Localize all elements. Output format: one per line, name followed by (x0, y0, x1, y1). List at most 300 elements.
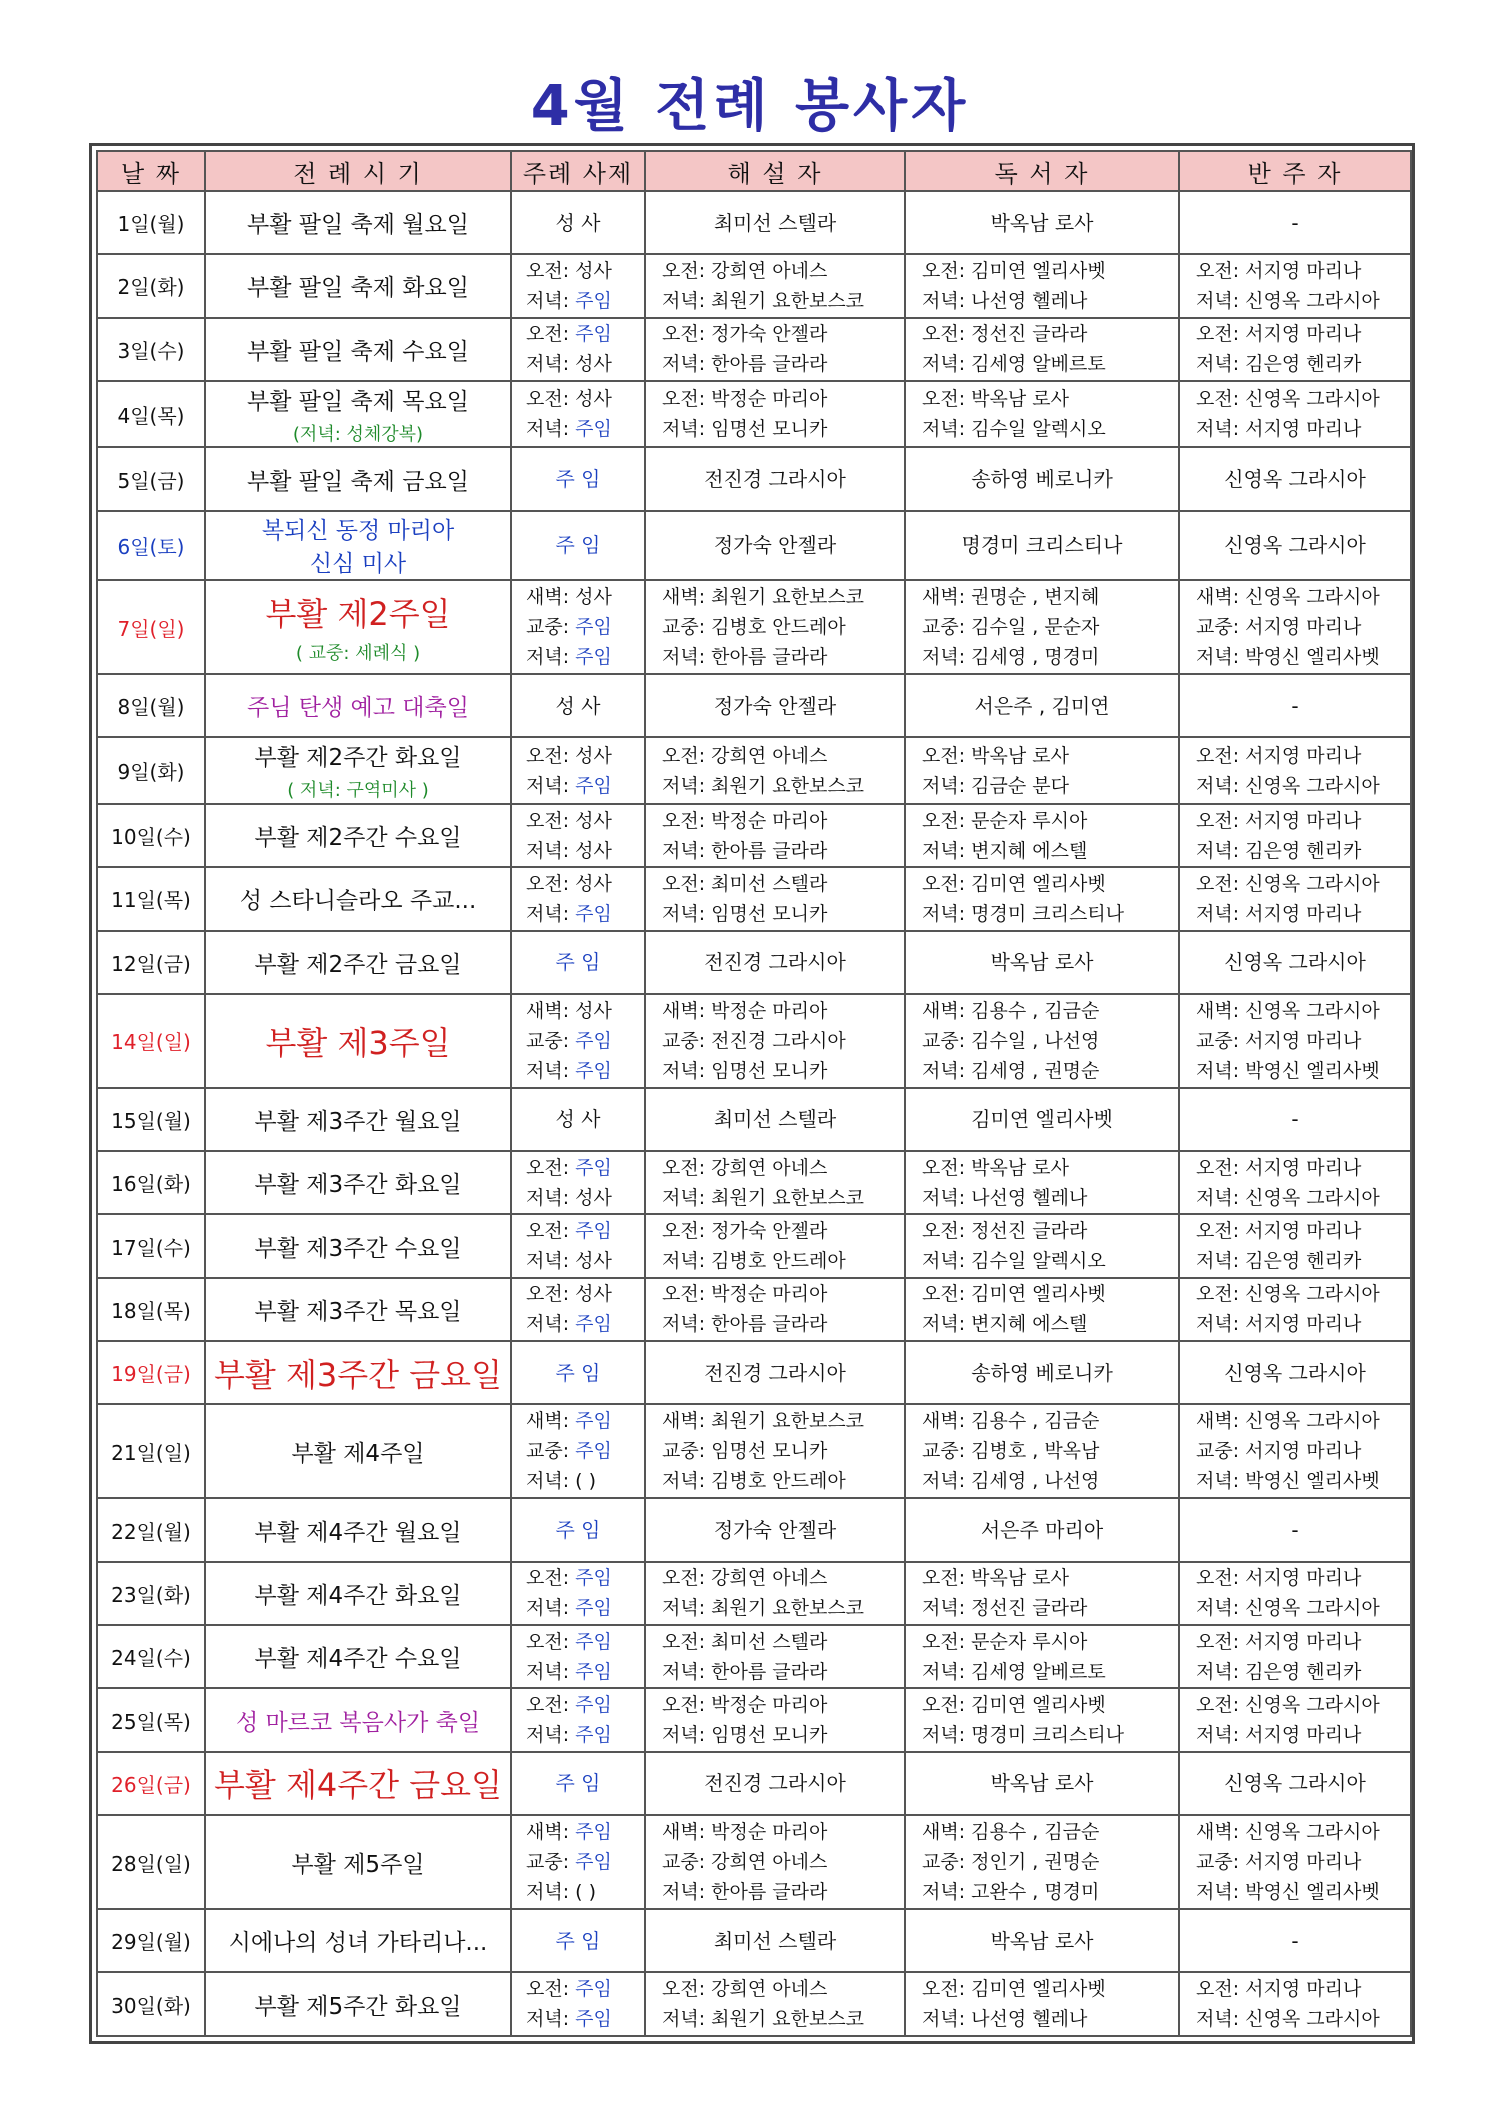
priest-cell (511, 994, 645, 1088)
accompanist-cell (1179, 1562, 1411, 1625)
header-priest: 주례 사제 (511, 151, 645, 191)
accompanist-cell (1179, 1341, 1411, 1404)
reader-line: 박옥남 로사 (990, 210, 1094, 235)
priest-cell (511, 447, 645, 510)
commentator-cell (645, 804, 905, 867)
commentator-line: 저녁: 최원기 요한보스코 (662, 1186, 865, 1209)
reader-cell (905, 804, 1179, 867)
priest-cell (511, 381, 645, 447)
liturgy-title: 부활 제2주간 화요일 (254, 745, 462, 772)
liturgy-cell (205, 1562, 511, 1625)
reader-line: 교중: 김병호 , 박옥남 (922, 1440, 1100, 1463)
reader-line: 오전: 김미연 엘리사벳 (922, 259, 1106, 282)
reader-cell (905, 1341, 1179, 1404)
liturgy-cell (205, 1815, 511, 1909)
commentator-line: 오전: 정가숙 안젤라 (662, 323, 828, 346)
commentator-line: 저녁: 최원기 요한보스코 (662, 774, 865, 797)
table-row (97, 674, 1411, 737)
accompanist-line: 저녁: 박영신 엘리사벳 (1196, 1470, 1380, 1493)
priest-cell (511, 580, 645, 674)
priest-line: 오전: 성사 (526, 744, 612, 767)
commentator-line: 저녁: 한아름 글라라 (662, 839, 828, 862)
date-cell: 9일(화) (97, 737, 205, 803)
priest-line: 주 임 (555, 1518, 601, 1543)
liturgy-cell (205, 1498, 511, 1561)
commentator-line: 저녁: 한아름 글라라 (662, 1660, 828, 1683)
date-cell: 23일(화) (97, 1562, 205, 1625)
commentator-cell (645, 580, 905, 674)
liturgy-title: 부활 제4주일 (291, 1440, 425, 1467)
priest-line: 저녁: 주임 (526, 2008, 612, 2031)
table-row (97, 1088, 1411, 1151)
accompanist-line: 새벽: 신영옥 그라시아 (1196, 1821, 1380, 1844)
accompanist-line: 저녁: 서지영 마리나 (1196, 418, 1362, 441)
table-row (97, 1909, 1411, 1972)
priest-line: 주 임 (555, 1360, 601, 1385)
priest-line: 저녁: 성사 (526, 839, 612, 862)
commentator-line: 오전: 강희연 아네스 (662, 259, 828, 282)
reader-line: 교중: 김수일 , 나선영 (922, 1029, 1100, 1052)
table-row (97, 1562, 1411, 1625)
accompanist-line: - (1291, 1518, 1299, 1543)
priest-line: 새벽: 성사 (526, 999, 612, 1022)
priest-line: 오전: 성사 (526, 872, 612, 895)
commentator-cell (645, 1088, 905, 1151)
priest-line: 교중: 주임 (526, 1029, 612, 1052)
liturgy-cell (205, 1688, 511, 1751)
table-row (97, 580, 1411, 674)
liturgy-title: 복되신 동정 마리아 (261, 518, 455, 545)
priest-cell (511, 1815, 645, 1909)
table-row (97, 1278, 1411, 1341)
commentator-line: 새벽: 박정순 마리아 (662, 999, 828, 1022)
commentator-line: 저녁: 최원기 요한보스코 (662, 2008, 865, 2031)
table-row (97, 511, 1411, 580)
commentator-line: 저녁: 최원기 요한보스코 (662, 289, 865, 312)
accompanist-line: 저녁: 신영옥 그라시아 (1196, 289, 1380, 312)
reader-cell (905, 254, 1179, 317)
commentator-line: 전진경 그라시아 (704, 467, 846, 492)
date-cell: 16일(화) (97, 1151, 205, 1214)
liturgy-title: 성 스타니슬라오 주교... (239, 888, 477, 915)
date-cell: 18일(목) (97, 1278, 205, 1341)
accompanist-line: 신영옥 그라시아 (1224, 1771, 1366, 1796)
date-cell: 21일(일) (97, 1404, 205, 1498)
accompanist-line: 신영옥 그라시아 (1224, 950, 1366, 975)
reader-line: 새벽: 권명순 , 변지혜 (922, 586, 1100, 609)
header-date: 날 짜 (97, 151, 205, 191)
liturgy-cell (205, 1341, 511, 1404)
priest-line: 새벽: 주임 (526, 1821, 612, 1844)
priest-line: 오전: 성사 (526, 809, 612, 832)
commentator-cell (645, 737, 905, 803)
accompanist-cell (1179, 318, 1411, 381)
commentator-cell (645, 318, 905, 381)
schedule-table (96, 150, 1412, 2037)
priest-line: 새벽: 주임 (526, 1410, 612, 1433)
reader-line: 저녁: 김금순 분다 (922, 774, 1069, 797)
reader-line: 오전: 김미연 엘리사벳 (922, 1283, 1106, 1306)
reader-line: 저녁: 명경미 크리스티나 (922, 902, 1125, 925)
table-row (97, 1498, 1411, 1561)
priest-line: 주 임 (555, 533, 601, 558)
accompanist-cell (1179, 1625, 1411, 1688)
reader-line: 저녁: 김세영 알베르토 (922, 1660, 1106, 1683)
priest-cell (511, 1498, 645, 1561)
accompanist-cell (1179, 1498, 1411, 1561)
reader-line: 저녁: 고완수 , 명경미 (922, 1881, 1100, 1904)
date-cell: 25일(목) (97, 1688, 205, 1751)
date-cell: 22일(월) (97, 1498, 205, 1561)
table-row (97, 1341, 1411, 1404)
reader-line: 오전: 박옥남 로사 (922, 1567, 1069, 1590)
table-row (97, 1214, 1411, 1277)
priest-cell (511, 1688, 645, 1751)
commentator-cell (645, 254, 905, 317)
priest-line: 오전: 주임 (526, 1630, 612, 1653)
liturgy-title: 부활 팔일 축제 목요일 (247, 388, 469, 415)
accompanist-line: 오전: 서지영 마리나 (1196, 1978, 1362, 2001)
priest-line: 주 임 (555, 950, 601, 975)
table-row (97, 1815, 1411, 1909)
priest-line: 교중: 주임 (526, 616, 612, 639)
priest-cell (511, 318, 645, 381)
date-cell: 2일(화) (97, 254, 205, 317)
table-row (97, 191, 1411, 254)
priest-line: 저녁: 주임 (526, 774, 612, 797)
header-liturgy: 전 례 시 기 (205, 151, 511, 191)
accompanist-cell (1179, 931, 1411, 994)
accompanist-cell (1179, 381, 1411, 447)
accompanist-line: 오전: 신영옥 그라시아 (1196, 1283, 1380, 1306)
date-cell: 19일(금) (97, 1341, 205, 1404)
liturgy-title: 부활 제5주간 화요일 (254, 1993, 462, 2020)
accompanist-line: 저녁: 서지영 마리나 (1196, 1724, 1362, 1747)
date-cell: 28일(일) (97, 1815, 205, 1909)
table-row (97, 1404, 1411, 1498)
liturgy-title: 부활 팔일 축제 수요일 (247, 338, 469, 365)
priest-cell (511, 1909, 645, 1972)
priest-line: 오전: 주임 (526, 1220, 612, 1243)
priest-line: 오전: 주임 (526, 1156, 612, 1179)
accompanist-line: 오전: 서지영 마리나 (1196, 1630, 1362, 1653)
commentator-line: 오전: 강희연 아네스 (662, 1978, 828, 2001)
reader-cell (905, 931, 1179, 994)
accompanist-line: 저녁: 신영옥 그라시아 (1196, 1186, 1380, 1209)
commentator-line: 정가숙 안젤라 (713, 533, 837, 558)
reader-cell (905, 1688, 1179, 1751)
liturgy-title: 부활 제5주일 (291, 1851, 425, 1878)
liturgy-title: 부활 제3주간 화요일 (254, 1172, 462, 1199)
commentator-cell (645, 1404, 905, 1498)
date-cell: 17일(수) (97, 1214, 205, 1277)
accompanist-line: 오전: 서지영 마리나 (1196, 744, 1362, 767)
reader-cell (905, 1088, 1179, 1151)
commentator-line: 교중: 임명선 모니카 (662, 1440, 828, 1463)
liturgy-cell (205, 804, 511, 867)
accompanist-line: 오전: 서지영 마리나 (1196, 259, 1362, 282)
date-cell: 7일(일) (97, 580, 205, 674)
priest-cell (511, 1151, 645, 1214)
accompanist-cell (1179, 1151, 1411, 1214)
liturgy-cell (205, 1972, 511, 2036)
reader-cell (905, 1625, 1179, 1688)
liturgy-cell (205, 1625, 511, 1688)
liturgy-title: 부활 팔일 축제 금요일 (247, 468, 469, 495)
reader-cell (905, 318, 1179, 381)
priest-line: 저녁: 성사 (526, 1186, 612, 1209)
commentator-line: 새벽: 최원기 요한보스코 (662, 586, 865, 609)
reader-cell (905, 1278, 1179, 1341)
accompanist-line: - (1291, 693, 1299, 718)
commentator-line: 전진경 그라시아 (704, 1360, 846, 1385)
liturgy-cell (205, 580, 511, 674)
accompanist-cell (1179, 1815, 1411, 1909)
reader-line: 서은주 , 김미연 (974, 693, 1110, 718)
commentator-line: 오전: 최미선 스텔라 (662, 872, 828, 895)
reader-cell (905, 994, 1179, 1088)
commentator-cell (645, 1815, 905, 1909)
liturgy-cell (205, 447, 511, 510)
date-cell: 24일(수) (97, 1625, 205, 1688)
accompanist-line: 저녁: 박영신 엘리사벳 (1196, 1881, 1380, 1904)
reader-cell (905, 447, 1179, 510)
commentator-line: 최미선 스텔라 (713, 1928, 837, 1953)
reader-cell (905, 1214, 1179, 1277)
accompanist-line: 저녁: 박영신 엘리사벳 (1196, 646, 1380, 669)
priest-cell (511, 1625, 645, 1688)
accompanist-line: 저녁: 김은영 헨리카 (1196, 353, 1362, 376)
table-row (97, 1625, 1411, 1688)
liturgy-title: 부활 팔일 축제 월요일 (247, 212, 469, 239)
accompanist-line: 새벽: 신영옥 그라시아 (1196, 586, 1380, 609)
reader-line: 저녁: 정선진 글라라 (922, 1597, 1088, 1620)
commentator-line: 새벽: 최원기 요한보스코 (662, 1410, 865, 1433)
priest-line: 저녁: 주임 (526, 646, 612, 669)
accompanist-line: 저녁: 서지영 마리나 (1196, 1313, 1362, 1336)
reader-cell (905, 381, 1179, 447)
header-reader: 독 서 자 (905, 151, 1179, 191)
reader-line: 오전: 김미연 엘리사벳 (922, 1978, 1106, 2001)
liturgy-cell (205, 1088, 511, 1151)
table-row (97, 318, 1411, 381)
reader-line: 명경미 크리스티나 (961, 533, 1123, 558)
liturgy-cell (205, 318, 511, 381)
reader-cell (905, 867, 1179, 930)
commentator-cell (645, 1214, 905, 1277)
table-row (97, 994, 1411, 1088)
priest-line: 저녁: 주임 (526, 418, 612, 441)
commentator-cell (645, 994, 905, 1088)
priest-cell (511, 254, 645, 317)
liturgy-note: (저녁: 성체강복) (292, 423, 424, 445)
table-row (97, 931, 1411, 994)
reader-line: 박옥남 로사 (990, 1928, 1094, 1953)
liturgy-note: ( 저녁: 구역미사 ) (287, 780, 429, 802)
page-title: 4월 전례 봉사자 (530, 74, 970, 139)
table-row (97, 381, 1411, 447)
reader-line: 새벽: 김용수 , 김금순 (922, 1821, 1100, 1844)
date-cell: 3일(수) (97, 318, 205, 381)
commentator-line: 저녁: 한아름 글라라 (662, 646, 828, 669)
liturgy-cell (205, 737, 511, 803)
commentator-line: 오전: 박정순 마리아 (662, 1694, 828, 1717)
liturgy-cell (205, 1151, 511, 1214)
reader-line: 저녁: 김세영 알베르토 (922, 353, 1106, 376)
liturgy-title: 부활 제4주간 화요일 (254, 1582, 462, 1609)
commentator-line: 교중: 강희연 아네스 (662, 1851, 828, 1874)
priest-cell (511, 1972, 645, 2036)
reader-line: 오전: 김미연 엘리사벳 (922, 1694, 1106, 1717)
table-row (97, 1752, 1411, 1815)
reader-line: 저녁: 김세영 , 명경미 (922, 646, 1100, 669)
commentator-cell (645, 1909, 905, 1972)
accompanist-cell (1179, 191, 1411, 254)
commentator-line: 전진경 그라시아 (704, 950, 846, 975)
priest-cell (511, 867, 645, 930)
reader-line: 박옥남 로사 (990, 1771, 1094, 1796)
accompanist-line: 오전: 서지영 마리나 (1196, 809, 1362, 832)
priest-line: 성 사 (555, 1107, 601, 1132)
date-cell: 12일(금) (97, 931, 205, 994)
accompanist-cell (1179, 1909, 1411, 1972)
commentator-line: 전진경 그라시아 (704, 1771, 846, 1796)
reader-line: 오전: 문순자 루시아 (922, 1630, 1088, 1653)
accompanist-line: 신영옥 그라시아 (1224, 467, 1366, 492)
accompanist-line: - (1291, 1107, 1299, 1132)
reader-line: 저녁: 변지혜 에스텔 (922, 839, 1088, 862)
priest-line: 저녁: 성사 (526, 1250, 612, 1273)
table-row (97, 867, 1411, 930)
commentator-cell (645, 1752, 905, 1815)
reader-line: 새벽: 김용수 , 김금순 (922, 1410, 1100, 1433)
commentator-cell (645, 1151, 905, 1214)
header-commentator: 해 설 자 (645, 151, 905, 191)
commentator-cell (645, 674, 905, 737)
reader-line: 저녁: 김수일 알렉시오 (922, 1250, 1106, 1273)
priest-line: 오전: 주임 (526, 1567, 612, 1590)
commentator-line: 저녁: 김병호 안드레아 (662, 1250, 846, 1273)
priest-line: 오전: 성사 (526, 259, 612, 282)
accompanist-line: 오전: 신영옥 그라시아 (1196, 1694, 1380, 1717)
commentator-cell (645, 511, 905, 580)
accompanist-cell (1179, 737, 1411, 803)
accompanist-cell (1179, 254, 1411, 317)
reader-line: 오전: 김미연 엘리사벳 (922, 872, 1106, 895)
table-row (97, 254, 1411, 317)
commentator-cell (645, 1341, 905, 1404)
date-cell: 14일(일) (97, 994, 205, 1088)
date-cell: 4일(목) (97, 381, 205, 447)
date-cell: 30일(화) (97, 1972, 205, 2036)
accompanist-cell (1179, 447, 1411, 510)
date-cell: 6일(토) (97, 511, 205, 580)
commentator-cell (645, 1562, 905, 1625)
liturgy-title: 부활 제4주간 금요일 (214, 1766, 502, 1805)
reader-cell (905, 1909, 1179, 1972)
priest-line: 성 사 (555, 693, 601, 718)
accompanist-line: 저녁: 신영옥 그라시아 (1196, 2008, 1380, 2031)
commentator-line: 새벽: 박정순 마리아 (662, 1821, 828, 1844)
reader-line: 오전: 박옥남 로사 (922, 388, 1069, 411)
priest-cell (511, 737, 645, 803)
accompanist-line: 오전: 신영옥 그라시아 (1196, 388, 1380, 411)
accompanist-cell (1179, 511, 1411, 580)
accompanist-line: 신영옥 그라시아 (1224, 1360, 1366, 1385)
date-cell: 1일(월) (97, 191, 205, 254)
reader-line: 저녁: 김세영 , 권명순 (922, 1059, 1100, 1082)
reader-cell (905, 674, 1179, 737)
accompanist-line: 저녁: 김은영 헨리카 (1196, 1660, 1362, 1683)
commentator-cell (645, 191, 905, 254)
liturgy-cell (205, 1404, 511, 1498)
priest-line: 교중: 주임 (526, 1851, 612, 1874)
table-row (97, 737, 1411, 803)
priest-line: 저녁: 주임 (526, 1597, 612, 1620)
liturgy-title: 부활 제3주간 월요일 (254, 1108, 462, 1135)
accompanist-line: 오전: 신영옥 그라시아 (1196, 872, 1380, 895)
accompanist-line: 새벽: 신영옥 그라시아 (1196, 1410, 1380, 1433)
accompanist-line: 새벽: 신영옥 그라시아 (1196, 999, 1380, 1022)
commentator-line: 저녁: 임명선 모니카 (662, 1724, 828, 1747)
liturgy-title: 부활 제3주일 (265, 1023, 451, 1062)
priest-line: 오전: 주임 (526, 1978, 612, 2001)
commentator-line: 저녁: 한아름 글라라 (662, 1881, 828, 1904)
commentator-line: 오전: 최미선 스텔라 (662, 1630, 828, 1653)
reader-cell (905, 191, 1179, 254)
priest-line: 교중: 주임 (526, 1440, 612, 1463)
reader-line: 저녁: 나선영 헬레나 (922, 289, 1088, 312)
reader-line: 저녁: 변지혜 에스텔 (922, 1313, 1088, 1336)
priest-cell (511, 1562, 645, 1625)
liturgy-title-line2: 신심 미사 (309, 551, 407, 578)
date-cell: 8일(월) (97, 674, 205, 737)
table-row (97, 1151, 1411, 1214)
commentator-cell (645, 931, 905, 994)
priest-line: 오전: 주임 (526, 323, 612, 346)
reader-line: 오전: 정선진 글라라 (922, 323, 1088, 346)
commentator-cell (645, 1625, 905, 1688)
commentator-line: 오전: 박정순 마리아 (662, 809, 828, 832)
accompanist-cell (1179, 1752, 1411, 1815)
priest-cell (511, 511, 645, 580)
reader-line: 저녁: 명경미 크리스티나 (922, 1724, 1125, 1747)
accompanist-line: 교중: 서지영 마리나 (1196, 1440, 1362, 1463)
reader-cell (905, 737, 1179, 803)
priest-cell (511, 1752, 645, 1815)
priest-line: 저녁: 주임 (526, 1660, 612, 1683)
accompanist-line: - (1291, 210, 1299, 235)
accompanist-cell (1179, 1972, 1411, 2036)
commentator-line: 교중: 전진경 그라시아 (662, 1029, 846, 1052)
liturgy-title: 주님 탄생 예고 대축일 (247, 695, 469, 722)
liturgy-title: 시에나의 성녀 가타리나... (228, 1930, 488, 1957)
commentator-line: 최미선 스텔라 (713, 1107, 837, 1132)
accompanist-cell (1179, 1088, 1411, 1151)
commentator-line: 저녁: 한아름 글라라 (662, 353, 828, 376)
reader-line: 오전: 박옥남 로사 (922, 744, 1069, 767)
priest-line: 저녁: 성사 (526, 353, 612, 376)
priest-line: 저녁: 주임 (526, 289, 612, 312)
reader-cell (905, 580, 1179, 674)
commentator-line: 정가숙 안젤라 (713, 693, 837, 718)
liturgy-cell (205, 1752, 511, 1815)
reader-line: 저녁: 나선영 헬레나 (922, 2008, 1088, 2031)
commentator-line: 저녁: 임명선 모니카 (662, 1059, 828, 1082)
priest-line: 저녁: ( ) (526, 1881, 597, 1904)
accompanist-line: 교중: 서지영 마리나 (1196, 1029, 1362, 1052)
reader-cell (905, 1815, 1179, 1909)
